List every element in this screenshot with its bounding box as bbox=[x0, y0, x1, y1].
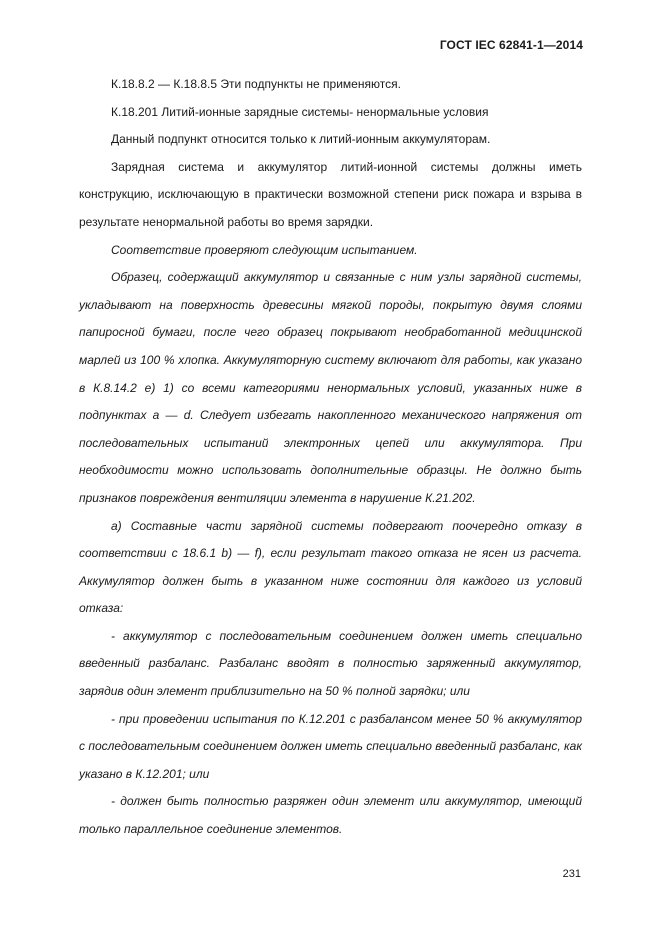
page-header-standard: ГОСТ IEC 62841-1—2014 bbox=[439, 38, 583, 52]
page-number: 231 bbox=[562, 868, 581, 880]
paragraph-bullet-1: - аккумулятор с последовательным соединением должен иметь специально введенный разбаланс. Разбаланс вводят в полностью заряженный аккумулятор, зарядив один элемент приблизительно на 50 % полной зарядки; или bbox=[79, 628, 582, 699]
paragraph-scope: Данный подпункт относится только к литий-ионным аккумуляторам. bbox=[111, 132, 491, 147]
paragraph-bullet-3: - должен быть полностью разряжен один элемент или аккумулятор, имеющий только параллельное соединение элементов. bbox=[79, 794, 582, 837]
paragraph-k18-201-title: К.18.201 Литий-ионные зарядные системы- ненормальные условия bbox=[111, 104, 489, 119]
document-body bbox=[79, 71, 582, 844]
paragraph-bullet-2: - при проведении испытания по К.12.201 с разбалансом менее 50 % аккумулятор с последовательным соединением должен иметь специально введенный разбаланс, как указано в К.12.201; или bbox=[79, 711, 582, 781]
paragraph-item-a: а) Составные части зарядной системы подвергают поочередно отказу в соответствии с 18.6.1 b) — f), если результат такого отказа не ясен из расчета. Аккумулятор должен быть в указанном ниже состоянии для каждого из условий отказа: bbox=[79, 518, 582, 616]
paragraph-test-procedure: Образец, содержащий аккумулятор и связанные с ним узлы зарядной системы, укладывают на поверхность древесины мягкой породы, покрытую двумя слоями папиросной бумаги, после чего образец покрывают необработанной медицинской марлей из 100 % хлопка. Аккумуляторную систему включают для работы, как указано в К.8.14.2 е) 1) со всеми категориями ненормальных условий, указанных ниже в подпунктах а — d. Следует избегать накопленного механического напряжения от последовательных испытаний электронных цепей или аккумулятора. При необходимости можно использовать дополнительные образцы. Не должно быть признаков повреждения вентиляции элемента в нарушение К.21.202. bbox=[79, 270, 582, 505]
paragraph-k18-8-2: К.18.8.2 — К.18.8.5 Эти подпункты не применяются. bbox=[111, 77, 401, 91]
paragraph-requirement: Зарядная система и аккумулятор литий-ионной системы должны иметь конструкцию, исключающую в практически возможной степени риск пожара и взрыва в результате ненормальной работы во время зарядки. bbox=[79, 159, 582, 229]
paragraph-compliance: Соответствие проверяют следующим испытанием. bbox=[111, 242, 418, 257]
